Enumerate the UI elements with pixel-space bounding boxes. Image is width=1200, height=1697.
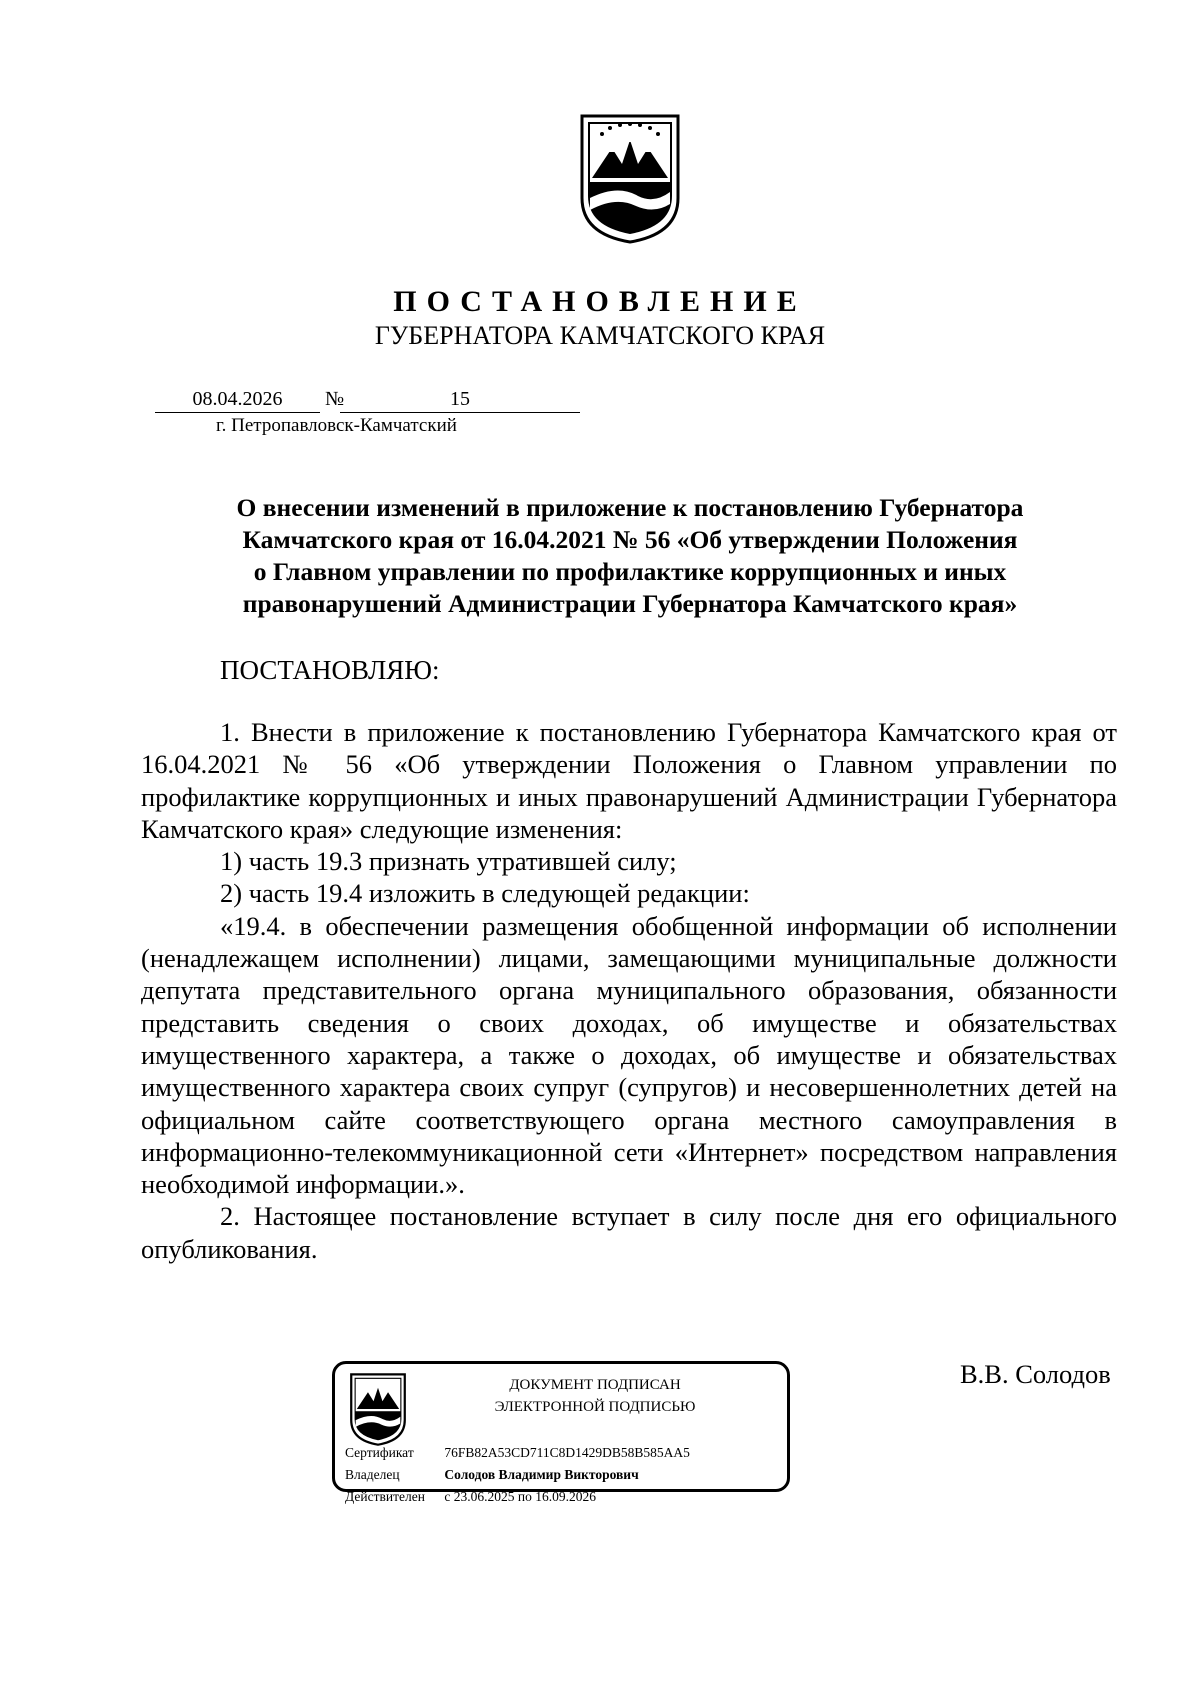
heading-line: Камчатского края от 16.04.2021 № 56 «Об утверждении Положения — [242, 525, 1018, 554]
stamp-title-line: ДОКУМЕНТ ПОДПИСАН — [509, 1377, 681, 1393]
document-title: ПОСТАНОВЛЕНИЕ — [393, 285, 807, 318]
paragraph-new-text: «19.4. в обеспечении размещения обобщенной информации об исполнении (ненадлежащем исполнении) лицами, замещающими муниципальные должности депутата представительного органа муниципального образования, обязанности представить сведения о своих доходах, об имуществе и обязательствах имущественного характера, а также о доходах, об имуществе и обязательствах имущественного характера своих супруг (супругов) и несовершеннолетних детей на официальном сайте соответствующего органа местного самоуправления в информационно-телекоммуникационной сети «Интернет» посредством направления необходимой информации.». — [141, 910, 1117, 1200]
paragraph-subitem-2: 2) часть 19.4 изложить в следующей редакции: — [220, 878, 750, 909]
coat-of-arms-icon — [578, 112, 682, 244]
stamp-certificate-row — [345, 1444, 690, 1462]
stamp-title-line: ЭЛЕКТРОННОЙ ПОДПИСЬЮ — [494, 1399, 696, 1415]
document-city: г. Петропавловск-Камчатский — [216, 415, 457, 436]
certificate-label: Сертификат — [345, 1445, 414, 1460]
document-issuer: ГУБЕРНАТОРА КАМЧАТСКОГО КРАЯ — [374, 321, 826, 350]
owner-value: Солодов Владимир Викторович — [444, 1467, 639, 1482]
stamp-title — [435, 1374, 755, 1418]
electronic-signature-stamp — [332, 1361, 790, 1504]
heading-line: О внесении изменений в приложение к постановлению Губернатора — [236, 493, 1024, 522]
document-heading — [140, 492, 1120, 620]
certificate-value: 76FB82A53CD711C8D1429DB58B585AA5 — [444, 1445, 690, 1460]
document-body — [141, 716, 1117, 1265]
signer-name: В.В. Солодов — [960, 1359, 1111, 1389]
number-label: № — [325, 388, 345, 410]
valid-label: Действителен — [345, 1489, 425, 1504]
document-number: 15 — [340, 386, 580, 413]
coat-of-arms-icon — [349, 1372, 407, 1446]
stamp-owner-row — [345, 1466, 639, 1484]
paragraph-item-2: 2. Настоящее постановление вступает в силу после дня его официального опубликования. — [141, 1201, 1117, 1264]
stamp-valid-row — [345, 1488, 596, 1506]
paragraph-item-1: 1. Внести в приложение к постановлению Губернатора Камчатского края от 16.04.2021 № 56 «Об утверждении Положения о Главном управлении по профилактике коррупционных и иных правонарушений Администрации Губернатора Камчатского края» следующие изменения: — [141, 717, 1117, 844]
owner-label: Владелец — [345, 1467, 400, 1482]
heading-line: правонарушений Администрации Губернатора Камчатского края» — [242, 589, 1018, 618]
paragraph-subitem-1: 1) часть 19.3 признать утратившей силу; — [220, 846, 677, 877]
valid-value: с 23.06.2025 по 16.09.2026 — [444, 1489, 596, 1504]
heading-line: о Главном управлении по профилактике коррупционных и иных — [253, 557, 1007, 586]
decree-word: ПОСТАНОВЛЯЮ: — [220, 655, 440, 685]
document-date: 08.04.2026 — [155, 386, 320, 413]
